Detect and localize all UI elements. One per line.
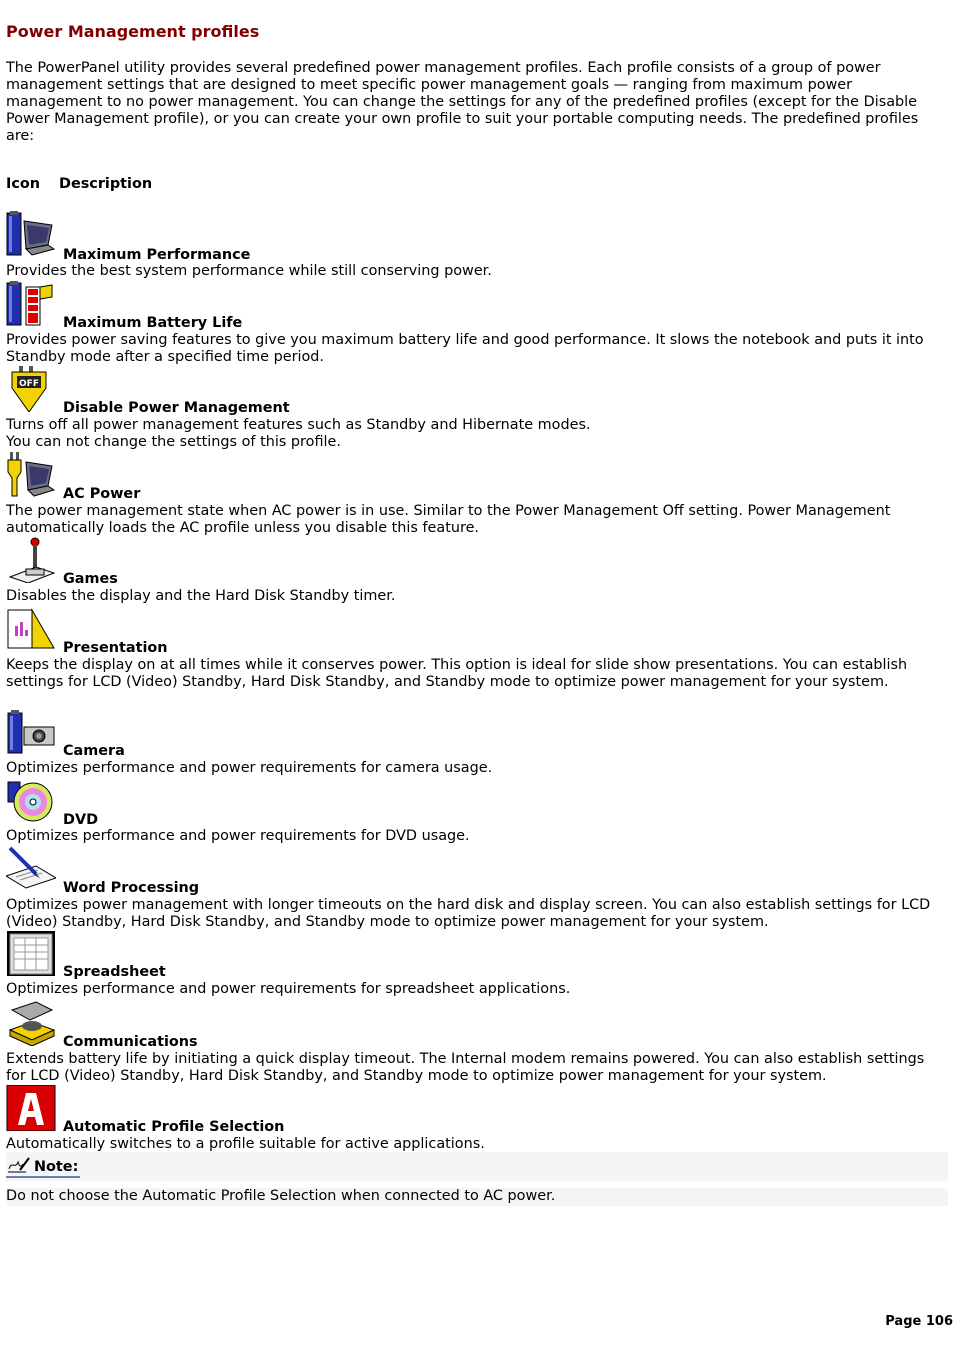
camera-icon	[6, 709, 56, 755]
battery-laptop-icon	[6, 211, 56, 257]
note-label	[6, 1156, 80, 1178]
column-header	[6, 176, 152, 193]
off-shield-icon	[6, 366, 56, 412]
profile-name: DVD	[63, 812, 99, 828]
page-title: Power Management profiles	[6, 22, 260, 41]
profile-description: Optimizes performance and power requirements for spreadsheet applications.	[6, 981, 571, 997]
profile-name: Maximum Performance	[63, 247, 251, 263]
pen-writing-icon	[6, 1156, 30, 1174]
column-header-description: Description	[59, 176, 153, 192]
pen-document-icon	[6, 846, 56, 892]
profile-name: AC Power	[63, 486, 141, 502]
phone-icon	[6, 1000, 56, 1046]
profile-name: Word Processing	[63, 880, 200, 896]
profile-description: Disables the display and the Hard Disk Standby timer.	[6, 588, 396, 604]
svg-text:OFF: OFF	[19, 379, 39, 389]
intro-paragraph: The PowerPanel utility provides several predefined power management profiles. Each profile consists of a group of power management settings that are designed to meet specific power management goals — ranging from maximum power management to no power management. You can change the settings for any of the predefined profiles (except for the Disable Power Management profile), or you can create your own profile to suit your portable computing needs. The predefined profiles are:	[6, 60, 919, 144]
profile-name: Disable Power Management	[63, 400, 290, 416]
profile-name: Camera	[63, 743, 125, 759]
profile-description: The power management state when AC power is in use. Similar to the Power Management Off setting. Power Management automatically loads the AC profile unless you disable this feature.	[6, 503, 891, 536]
presentation-icon	[6, 606, 56, 652]
profile-description: Provides the best system performance while still conserving power.	[6, 263, 492, 279]
dvd-icon	[6, 778, 56, 824]
profile-name: Presentation	[63, 640, 168, 656]
profile-name: Communications	[63, 1034, 198, 1050]
column-header-icon: Icon	[6, 176, 41, 192]
profile-description: Optimizes power management with longer timeouts on the hard disk and display screen. You can also establish settings for LCD (Video) Standby, Hard Disk Standby, and Standby mode to optimize power management for your system.	[6, 897, 931, 930]
profile-name: Automatic Profile Selection	[63, 1119, 285, 1135]
profile-description: Extends battery life by initiating a quick display timeout. The Internal modem remains powered. You can also establish settings for LCD (Video) Standby, Hard Disk Standby, and Standby mode to optimize power management for your system.	[6, 1051, 925, 1084]
joystick-icon	[6, 537, 56, 583]
profile-name: Games	[63, 571, 118, 587]
note-text: Do not choose the Automatic Profile Selection when connected to AC power.	[6, 1188, 556, 1204]
battery-meter-icon	[6, 281, 56, 327]
note-label-text: Note:	[34, 1159, 79, 1175]
profile-description: Provides power saving features to give you maximum battery life and good performance. It slows the notebook and puts it into Standby mode after a specified time period.	[6, 332, 924, 365]
profile-description: Optimizes performance and power requirements for camera usage.	[6, 760, 493, 776]
profile-description: Keeps the display on at all times while it conserves power. This option is ideal for slide show presentations. You can establish settings for LCD (Video) Standby, Hard Disk Standby, and Standby mode to optimize power management for your system.	[6, 657, 908, 690]
profile-name: Spreadsheet	[63, 964, 166, 980]
profile-description: Automatically switches to a profile suitable for active applications.	[6, 1136, 485, 1152]
note-header-background	[6, 1152, 948, 1181]
ac-plug-laptop-icon	[6, 452, 56, 498]
profile-name: Maximum Battery Life	[63, 315, 243, 331]
page-number: Page 106	[885, 1314, 953, 1329]
profile-description: Turns off all power management features such as Standby and Hibernate modes. You can not change the settings of this profile.	[6, 417, 591, 450]
spreadsheet-icon	[6, 930, 56, 976]
profile-description: Optimizes performance and power requirements for DVD usage.	[6, 828, 470, 844]
automatic-a-icon	[6, 1085, 56, 1131]
